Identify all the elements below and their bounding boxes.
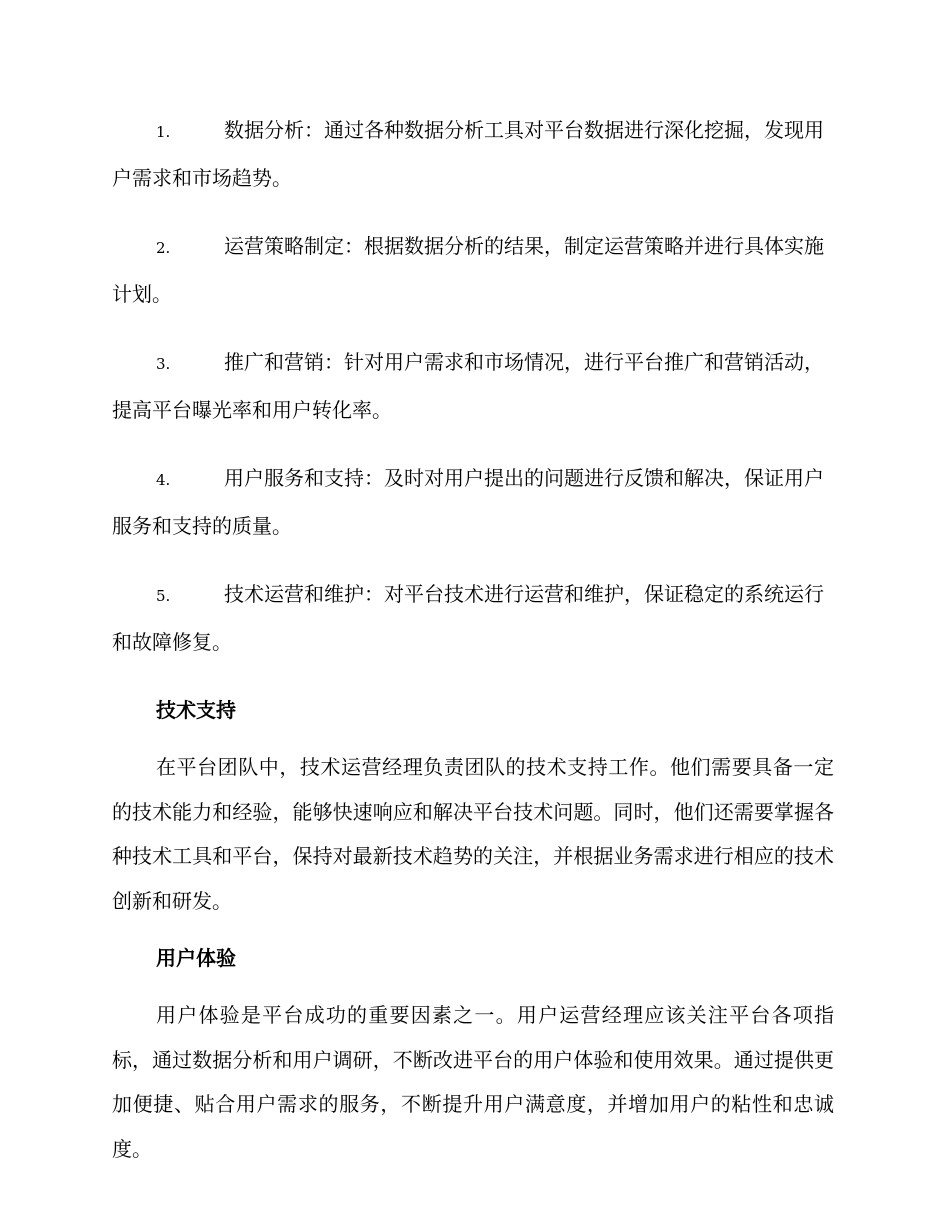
section-heading-user-experience: 用户体验 — [156, 946, 236, 970]
list-item-text: 运营策略制定：根据数据分析的结果，制定运营策略并进行具体实施计划。 — [112, 234, 824, 306]
list-item-number: 4. — [156, 471, 171, 489]
list-item-text: 数据分析：通过各种数据分析工具对平台数据进行深化挖掘，发现用户需求和市场趋势。 — [112, 118, 824, 190]
list-item — [112, 223, 834, 317]
section-paragraph-user-experience: 用户体验是平台成功的重要因素之一。用户运营经理应该关注平台各项指标，通过数据分析和用户调研，不断改进平台的用户体验和使用效果。通过提供更加便捷、贴合用户需求的服务，不断提升用户满意度，并增加用户的粘性和忠诚度。 — [112, 1003, 834, 1161]
list-item-text: 用户服务和支持：及时对用户提出的问题进行反馈和解决，保证用户服务和支持的质量。 — [112, 466, 824, 538]
section-paragraph-tech-support: 在平台团队中，技术运营经理负责团队的技术支持工作。他们需要具备一定的技术能力和经验，能够快速响应和解决平台技术问题。同时，他们还需要掌握各种技术工具和平台，保持对最新技术趋势的关注，并根据业务需求进行相应的技术创新和研发。 — [112, 755, 834, 913]
list-item — [112, 339, 834, 433]
list-item-number: 2. — [156, 239, 171, 257]
list-item-number: 5. — [156, 587, 171, 605]
document-page — [112, 107, 834, 1183]
list-item-text: 推广和营销：针对用户需求和市场情况，进行平台推广和营销活动，提高平台曝光率和用户转化率。 — [112, 350, 824, 422]
list-item-text: 技术运营和维护：对平台技术进行运营和维护，保证稳定的系统运行和故障修复。 — [112, 582, 824, 654]
list-item-number: 3. — [156, 355, 171, 373]
list-item-number: 1. — [156, 123, 171, 141]
numbered-list — [112, 107, 834, 665]
list-item — [112, 571, 834, 665]
list-item — [112, 107, 834, 201]
section-heading-tech-support: 技术支持 — [156, 698, 236, 722]
list-item — [112, 455, 834, 549]
